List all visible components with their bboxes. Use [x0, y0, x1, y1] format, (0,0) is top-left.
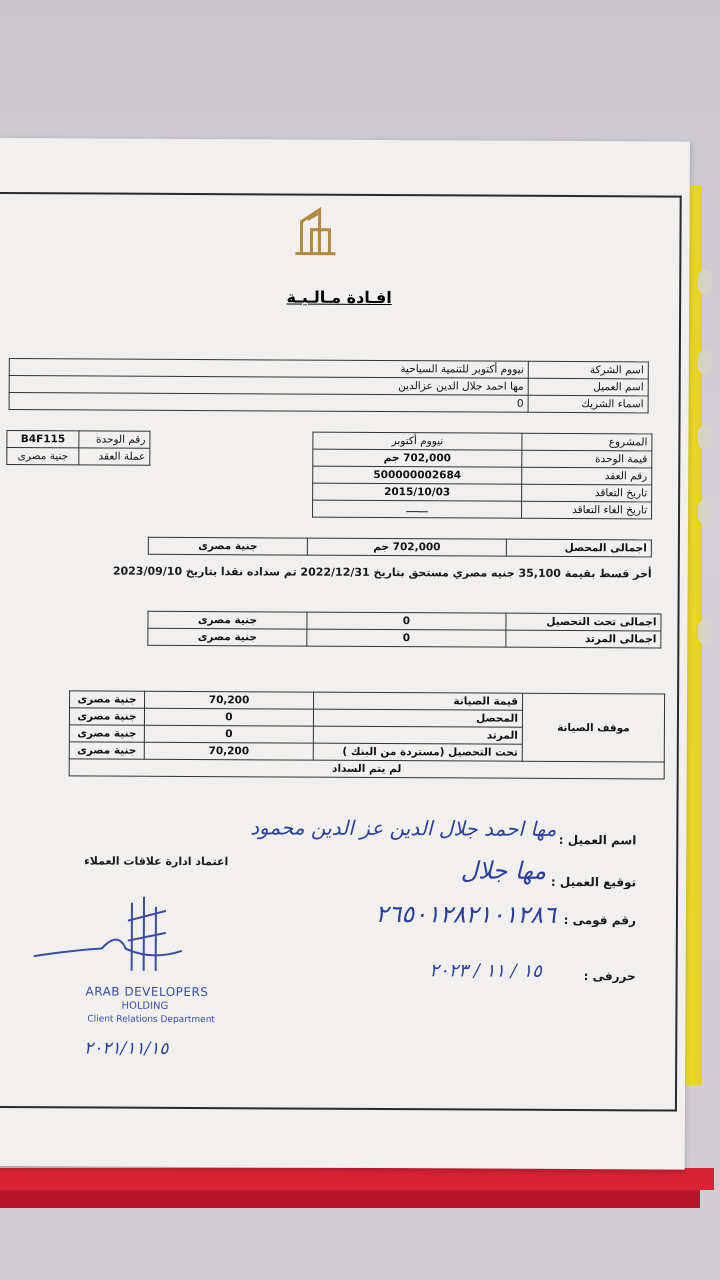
issued-label: حررفى :	[583, 969, 636, 984]
under-collection-currency: جنية مصرى	[148, 611, 307, 629]
currency-label: عملة العقد	[79, 448, 150, 465]
maintenance-row-currency: جنية مصرى	[69, 708, 144, 725]
maintenance-row-label: قيمة الصيانة	[314, 692, 523, 710]
punch-hole	[698, 500, 712, 524]
collected-label: اجمالى المحصل	[506, 539, 651, 557]
maintenance-row-label: المحصل	[313, 709, 522, 727]
under-collection-table	[147, 611, 661, 649]
punch-hole	[698, 350, 712, 374]
project-value: نيووم أكتوبر	[313, 432, 522, 450]
contract-no-label: رقم العقد	[522, 467, 652, 485]
maintenance-row-value: 0	[144, 708, 313, 726]
client-value: مها احمد جلال الدين عزالدين	[9, 376, 528, 396]
maintenance-row-value: 70,200	[144, 742, 313, 760]
returned-label: اجمالى المرتد	[506, 630, 661, 648]
client-label: اسم العميل	[528, 378, 648, 396]
collected-currency: جنية مصرى	[148, 537, 307, 555]
punch-hole	[698, 425, 712, 449]
unit-no-value: B4F115	[7, 431, 79, 448]
company-value: نيووم أكتوبر للتنمية السياحية	[9, 359, 528, 379]
financial-statement-page	[0, 138, 690, 1170]
national-id-label: رقم قومى :	[563, 912, 636, 928]
unit-no-label: رقم الوحدة	[79, 431, 150, 448]
stamp-company-name: ARAB DEVELOPERS	[85, 984, 209, 1000]
company-label: اسم الشركة	[528, 361, 648, 379]
issued-date-handwriting: ١٥ / ١١ / ٢٠٢٣	[429, 960, 542, 982]
client-signature-label: توقيع العميل :	[550, 874, 637, 890]
project-info-table	[312, 432, 652, 520]
approval-label: اعتماد ادارة علاقات العملاء	[84, 854, 229, 869]
partner-value: 0	[9, 393, 528, 413]
unit-value-value: 702,000 جم	[313, 449, 522, 467]
cancel-date-value: ـــــــ	[313, 500, 522, 518]
stamp-department: Client Relations Department	[87, 1014, 215, 1026]
red-folder-edge-lower	[0, 1190, 700, 1208]
collected-table	[148, 537, 652, 558]
company-info-table	[9, 358, 649, 413]
unit-currency-table	[6, 430, 150, 466]
cancel-date-label: تاريخ الغاء التعاقد	[522, 501, 652, 519]
company-logo-icon	[289, 202, 339, 258]
maintenance-row-currency: جنية مصرى	[69, 725, 144, 742]
maintenance-row-label: المرتد	[313, 726, 522, 744]
punch-holes	[690, 200, 720, 840]
maintenance-row-value: 0	[144, 725, 313, 743]
maintenance-table	[69, 690, 665, 779]
page-title: افـادة مـالـيـة	[286, 287, 392, 308]
contract-date-value: 2015/10/03	[313, 483, 522, 501]
maintenance-row-label: تحت التحصيل (مستردة من البنك )	[313, 743, 522, 761]
collected-value: 702,000 جم	[307, 538, 506, 556]
under-collection-label: اجمالى تحت التحصيل	[506, 613, 661, 631]
stamp-holding: HOLDING	[121, 1000, 169, 1012]
maintenance-position-label: موقف الصيانة	[522, 693, 664, 762]
maintenance-row-value: 70,200	[145, 691, 314, 709]
partner-label: اسماء الشريك	[528, 395, 648, 413]
maintenance-row-currency: جنية مصرى	[70, 691, 145, 708]
client-name-label: اسم العميل :	[558, 832, 637, 848]
client-name-handwriting: مها احمد جلال الدين عز الدين محمود	[250, 815, 557, 841]
red-folder-edge	[0, 1168, 714, 1190]
national-id-handwriting: ٢٦٥٠١٢٨٢١٠١٢٨٦	[375, 899, 557, 929]
maintenance-status: لم يتم السداد	[69, 759, 664, 779]
under-collection-value: 0	[307, 612, 506, 630]
currency-value: جنية مصرى	[7, 448, 79, 465]
contract-no-value: 500000002684	[313, 466, 522, 484]
punch-hole	[698, 270, 712, 294]
returned-value: 0	[307, 629, 506, 647]
unit-value-label: قيمة الوحدة	[522, 450, 652, 468]
stamp-date-handwriting: ٢٠٢١/١١/١٥	[83, 1038, 169, 1059]
project-label: المشروع	[522, 433, 652, 451]
maintenance-row-currency: جنية مصرى	[69, 742, 144, 759]
installment-note: أخر قسط بقيمة 35,100 جنيه مصري مستحق بتاريخ 2022/12/31 تم سداده نقدا بتاريخ 2023/09/10	[112, 564, 652, 581]
client-signature-handwriting: مها جلال	[460, 856, 547, 885]
punch-hole	[698, 620, 712, 644]
contract-date-label: تاريخ التعاقد	[522, 484, 652, 502]
returned-currency: جنية مصرى	[148, 628, 307, 646]
